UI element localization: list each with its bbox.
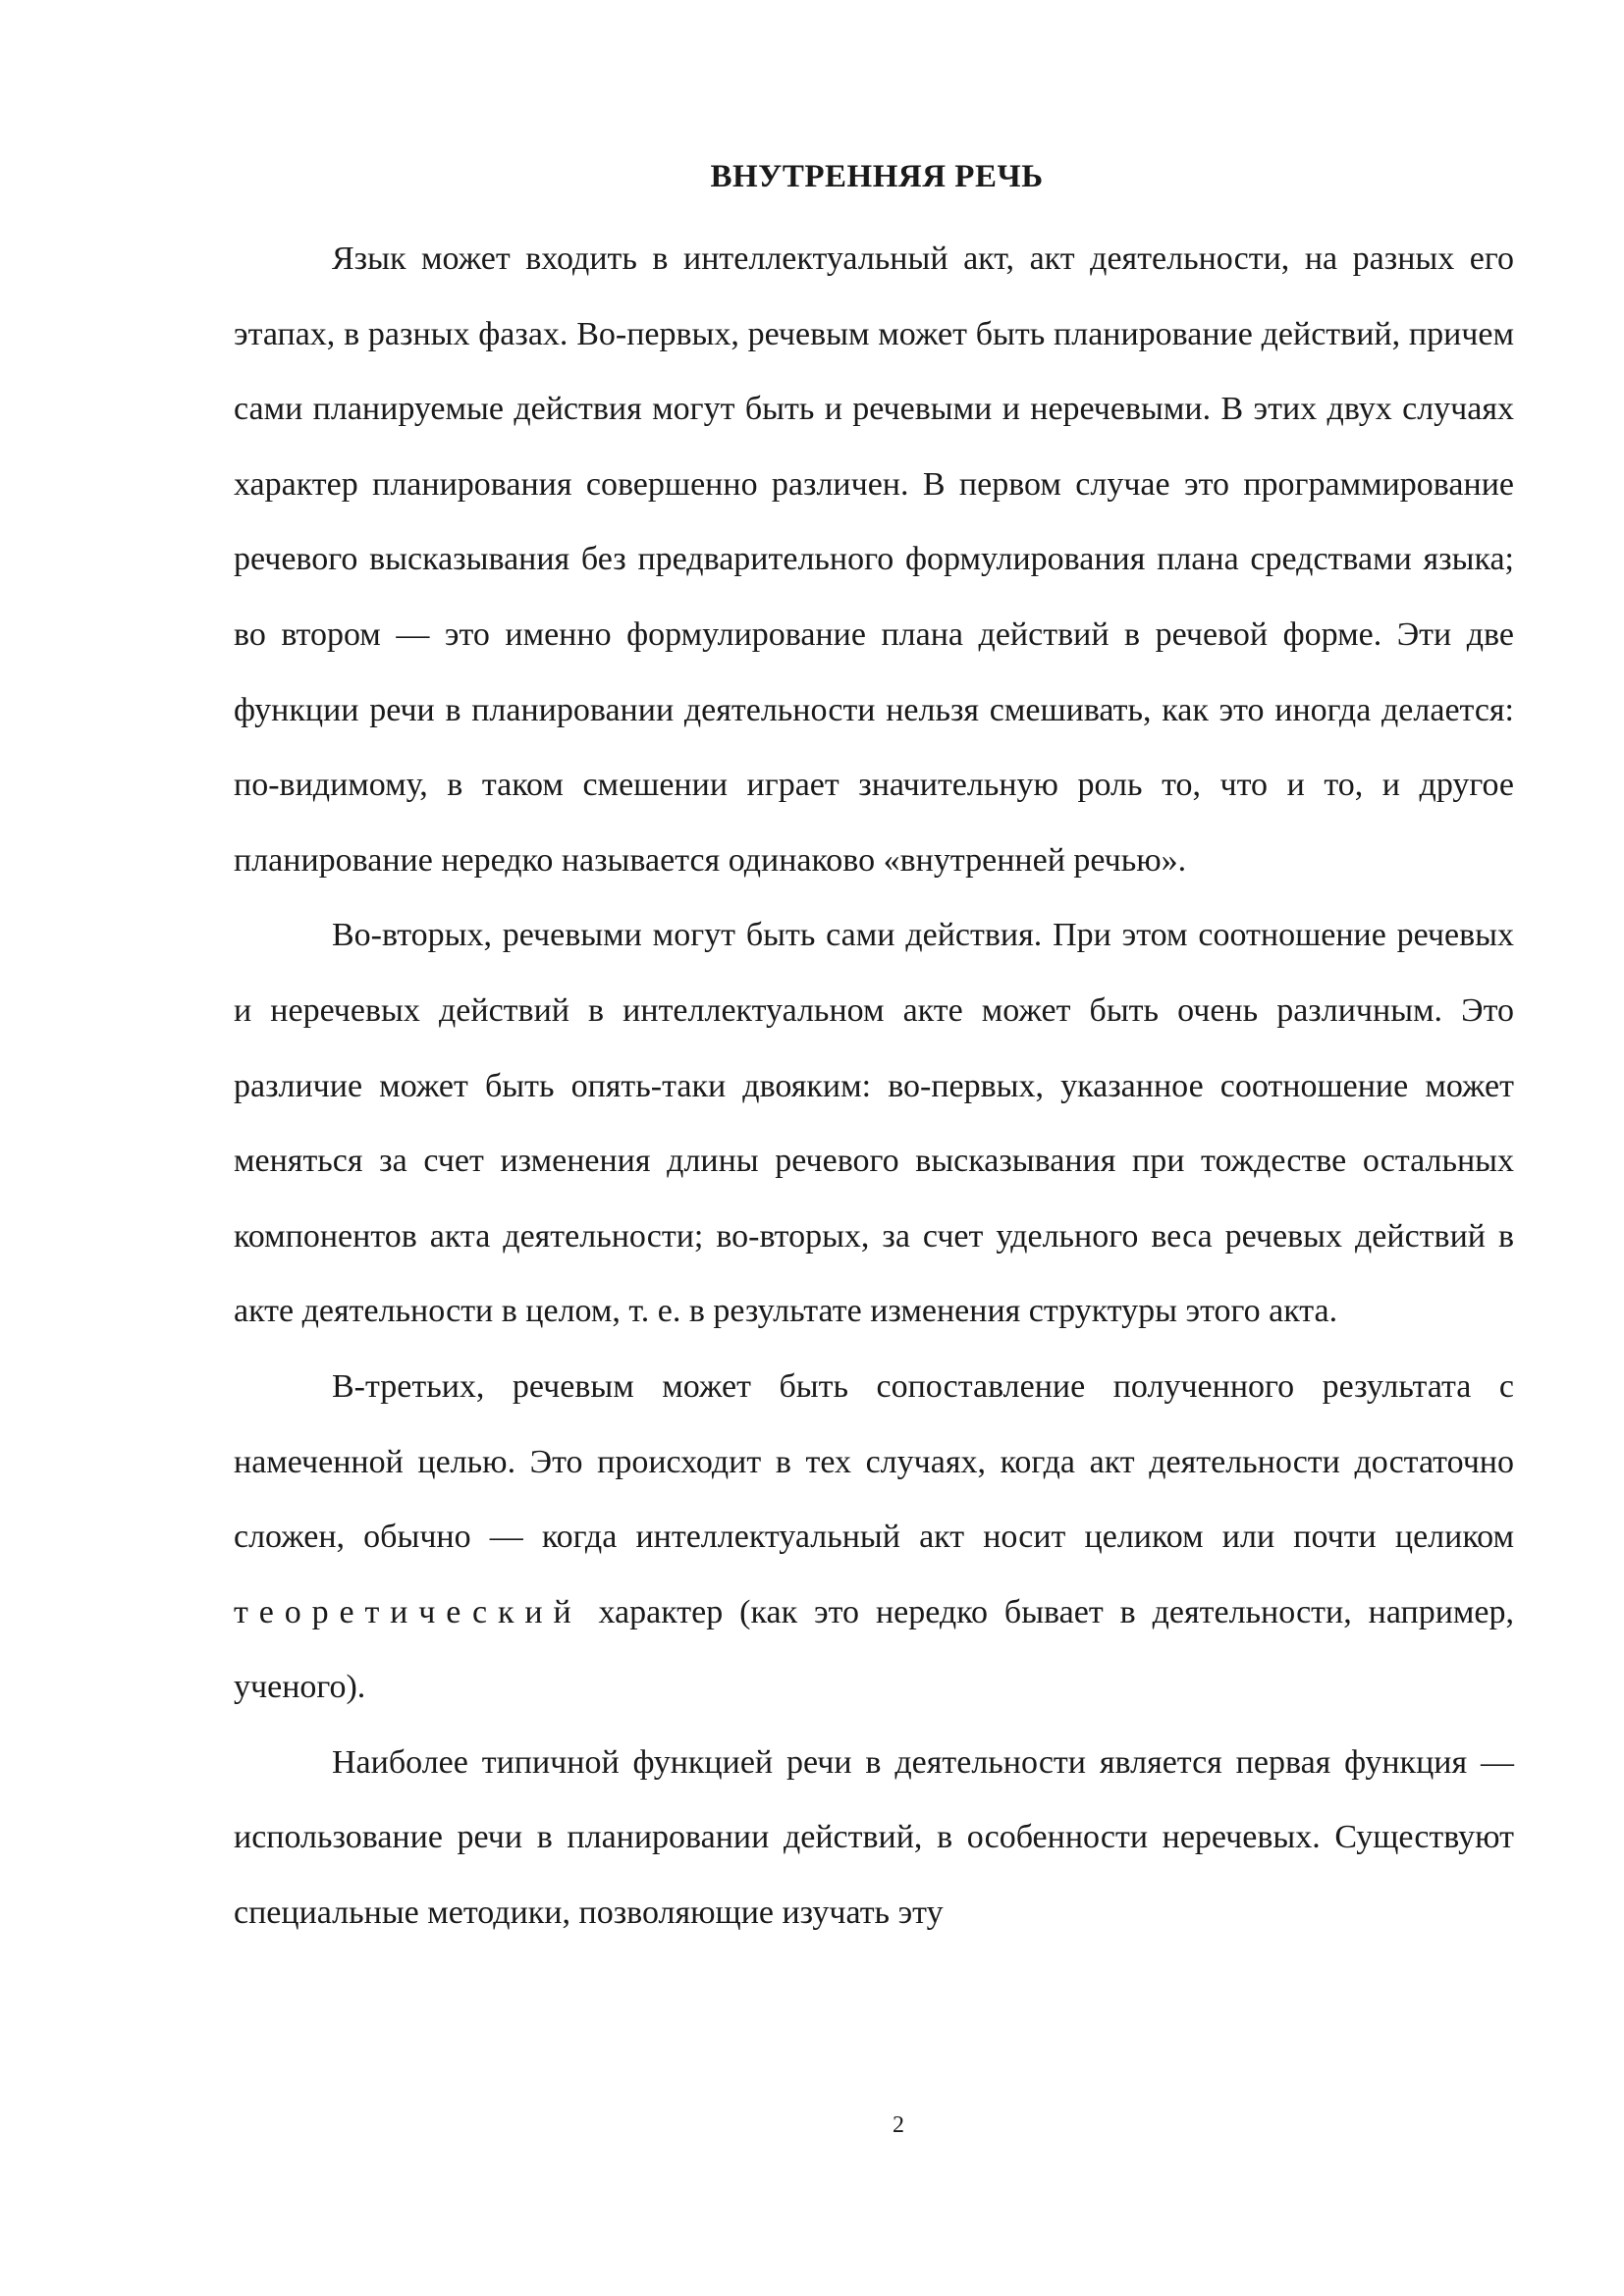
emphasized-word: теоретический: [234, 1593, 582, 1630]
page-title: ВНУТРЕННЯЯ РЕЧЬ: [710, 159, 1044, 194]
paragraph-3: [234, 1350, 1514, 1726]
body-text: [234, 222, 1514, 1951]
page-number: 2: [893, 2112, 904, 2138]
paragraph-3-text-end: характер (как это нередко бывает в деятельности, например, ученого).: [234, 1593, 1514, 1706]
paragraph-3-text-start: В-третьих, речевым может быть сопоставление полученного результата с намеченной целью. Это происходит в тех случаях, когда акт деятельности достаточно сложен, обычно — когда интеллектуальный акт носит целиком или почти целиком: [234, 1367, 1514, 1556]
paragraph-1: Язык может входить в интеллектуальный акт, акт деятельности, на разных его этапах, в разных фазах. Во-первых, речевым может быть планирование действий, причем сами планируемые действия могут быть и речевыми и неречевыми. В этих двух случаях характер планирования совершенно различен. В первом случае это программирование речевого высказывания без предварительного формулирования плана средствами языка; во втором — это именно формулирование плана действий в речевой форме. Эти две функции речи в планировании деятельности нельзя смешивать, как это иногда делается: по-видимому, в таком смешении играет значительную роль то, что и то, и другое планирование нередко называется одинаково «внутренней речью».: [234, 240, 1514, 879]
paragraph-4: Наиболее типичной функцией речи в деятельности является первая функция — использование речи в планировании действий, в особенности неречевых. Существуют специальные методики, позволяющие изучать эту: [234, 1743, 1514, 1932]
paragraph-2: Во-вторых, речевыми могут быть сами действия. При этом соотношение речевых и неречевых действий в интеллектуальном акте может быть очень различным. Это различие может быть опять-таки двояким: во-первых, указанное соотношение может меняться за счет изменения длины речевого высказывания при тождестве остальных компонентов акта деятельности; во-вторых, за счет удельного веса речевых действий в акте деятельности в целом, т. е. в результате изменения структуры этого акта.: [234, 917, 1514, 1330]
